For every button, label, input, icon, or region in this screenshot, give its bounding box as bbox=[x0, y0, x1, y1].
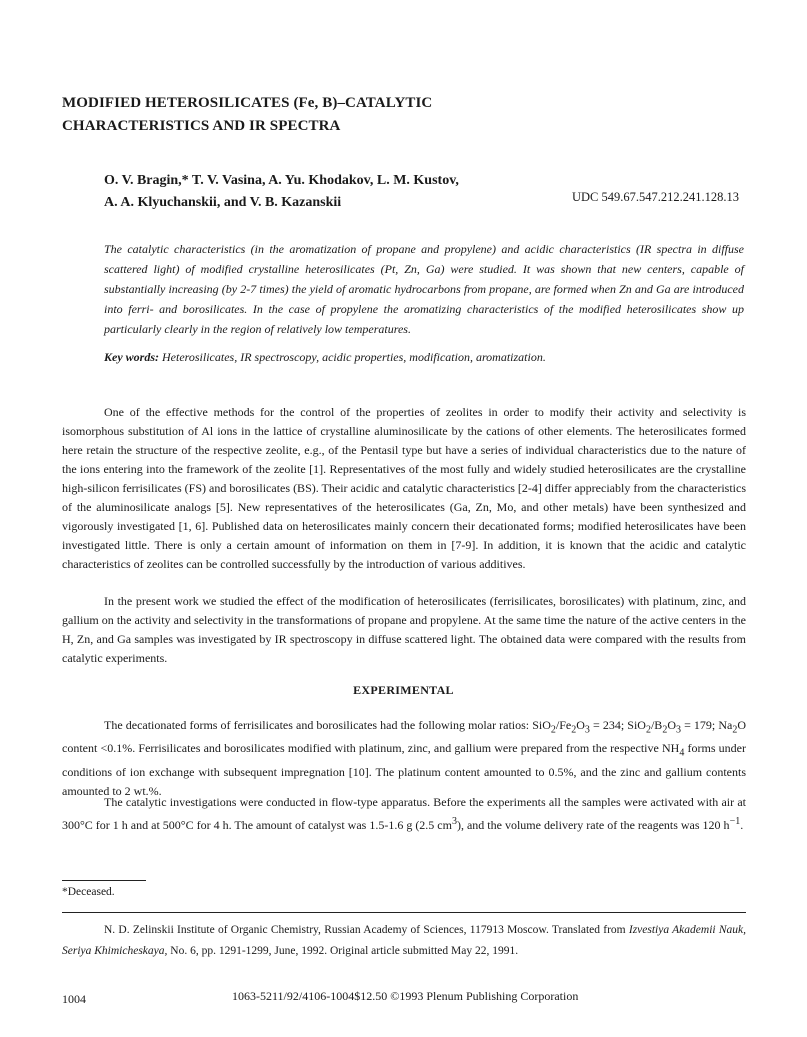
paragraph-text bbox=[62, 716, 746, 801]
subscript: 3 bbox=[584, 724, 590, 736]
subscript: 2 bbox=[550, 724, 556, 736]
footnote-rule bbox=[62, 880, 146, 881]
text-run: ), and the volume delivery rate of the reagents was 120 h bbox=[456, 818, 730, 832]
article-title bbox=[62, 92, 622, 138]
title-line-2: CHARACTERISTICS AND IR SPECTRA bbox=[62, 118, 341, 134]
journal-name: Izvestiya Akademii Nauk, Seriya Khimicheskaya, bbox=[62, 924, 746, 957]
text-run: forms under conditions of ion exchange with subsequent impregnation [10]. The platinum content amounted to 0.5%, and the zinc and gallium contents amounted to 2 wt.%. bbox=[62, 741, 746, 798]
affiliation-rest: No. 6, pp. 1291-1299, June, 1992. Original article submitted May 22, 1991. bbox=[167, 945, 519, 957]
text-run: The decationated forms of ferrisilicates and borosilicates had the following molar ratios: SiO bbox=[104, 718, 551, 732]
text-run: O content <0.1%. Ferrisilicates and borosilicates modified with platinum, zinc, and gallium were prepared from the respective NH bbox=[62, 718, 747, 756]
page-number: 1004 bbox=[62, 992, 86, 1006]
subscript: 4 bbox=[679, 747, 685, 759]
affiliation-rule bbox=[62, 912, 746, 913]
paragraph-text: In the present work we studied the effect of the modification of heterosilicates (ferrisilicates, borosilicates) with platinum, zinc, and gallium on the activity and selectivity in the transformations of propane and propylene. At the same time the nature of the active centers in the H, Zn, and Ga samples was investigated by IR spectroscopy in diffuse scattered light. The obtained data were compared with the results from catalytic experiments. bbox=[62, 594, 746, 665]
udc-code: UDC 549.67.547.212.241.128.13 bbox=[572, 190, 740, 204]
text-run: /Fe bbox=[555, 718, 572, 732]
author-list bbox=[104, 170, 574, 214]
title-line-1: MODIFIED HETEROSILICATES (Fe, B)–CATALYTIC bbox=[62, 95, 433, 111]
authors-line-1: O. V. Bragin,* T. V. Vasina, A. Yu. Khodakov, L. M. Kustov, bbox=[104, 173, 459, 188]
superscript: −1 bbox=[729, 816, 741, 827]
text-run: /B bbox=[650, 718, 663, 732]
paragraph-text: One of the effective methods for the control of the properties of zeolites in order to modify their activity and selectivity is isomorphous substitution of Al ions in the lattice of crystalline aluminosilicate by the cations of other elements. The heterosilicates formed here retain the structure of the respective zeolite, e.g., of the Pentasil type but have a series of individual characteristics due to the nature of the ions entering into the framework of the zeolite [1]. Representatives of the most fully and widely studied heterosilicates are the crystalline high-silicon ferrisilicates (FS) and borosilicates (BS). Their acidic and catalytic characteristics [2-4] differ appreciably from the characteristics of the aluminosilicate analogs [5]. New representatives of the heterosilicates (Ga, Zn, Mo, and other metals) have been synthesized and vigorously investigated [1, 6]. Published data on heterosilicates mainly concern their decationated forms; modified heterosilicates have been investigated little. There is only a certain amount of information on them in [7-9]. In addition, it is known that the acidic and catalytic characteristics of zeolites can be controlled successfully by the introduction of various additives. bbox=[62, 405, 746, 571]
body-paragraph-1 bbox=[62, 403, 746, 574]
keywords-text: Heterosilicates, IR spectroscopy, acidic properties, modification, aromatization. bbox=[159, 350, 546, 364]
body-paragraph-4 bbox=[62, 793, 746, 835]
paragraph-text bbox=[62, 793, 746, 835]
subscript: 2 bbox=[645, 724, 651, 736]
subscript: 2 bbox=[732, 724, 738, 736]
text-run: = 234; SiO bbox=[589, 718, 646, 732]
text-run: O bbox=[576, 718, 585, 732]
section-heading-experimental: EXPERIMENTAL bbox=[353, 683, 454, 697]
subscript: 3 bbox=[675, 724, 681, 736]
text-run: = 179; Na bbox=[680, 718, 733, 732]
text-run: O bbox=[667, 718, 676, 732]
copyright-line: 1063-5211/92/4106-1004$12.50 ©1993 Plenum Publishing Corporation bbox=[232, 989, 579, 1003]
subscript: 2 bbox=[571, 724, 577, 736]
affiliation-note bbox=[62, 920, 746, 962]
footnote: *Deceased. bbox=[62, 886, 115, 898]
subscript: 2 bbox=[662, 724, 668, 736]
keywords bbox=[104, 348, 744, 366]
superscript: 3 bbox=[451, 816, 457, 827]
body-paragraph-2 bbox=[62, 592, 746, 668]
affiliation-text: N. D. Zelinskii Institute of Organic Chemistry, Russian Academy of Sciences, 117913 Moscow. Translated from bbox=[104, 924, 629, 936]
body-paragraph-3 bbox=[62, 716, 746, 801]
keywords-label: Key words: bbox=[104, 350, 159, 364]
abstract: The catalytic characteristics (in the aromatization of propane and propylene) and acidic characteristics (IR spectra in diffuse scattered light) of modified crystalline heterosilicates (Pt, Zn, Ga) were studied. It was shown that new centers, capable of substantially increasing (by 2-7 times) the yield of aromatic hydrocarbons from propane, are formed when Zn and Ga are introduced into ferri- and borosilicates. In the case of propylene the aromatizing characteristics of the modified heterosilicates show up particularly clearly in the region of relatively low temperatures. bbox=[104, 242, 744, 336]
text-run: The catalytic investigations were conducted in flow-type apparatus. Before the experiments all the samples were activated with air at 300°C for 1 h and at 500°C for 4 h. The amount of catalyst was 1.5-1.6 g (2.5 cm bbox=[62, 795, 746, 832]
authors-line-2: A. A. Klyuchanskii, and V. B. Kazanskii bbox=[104, 195, 342, 210]
text-run: . bbox=[740, 818, 744, 832]
